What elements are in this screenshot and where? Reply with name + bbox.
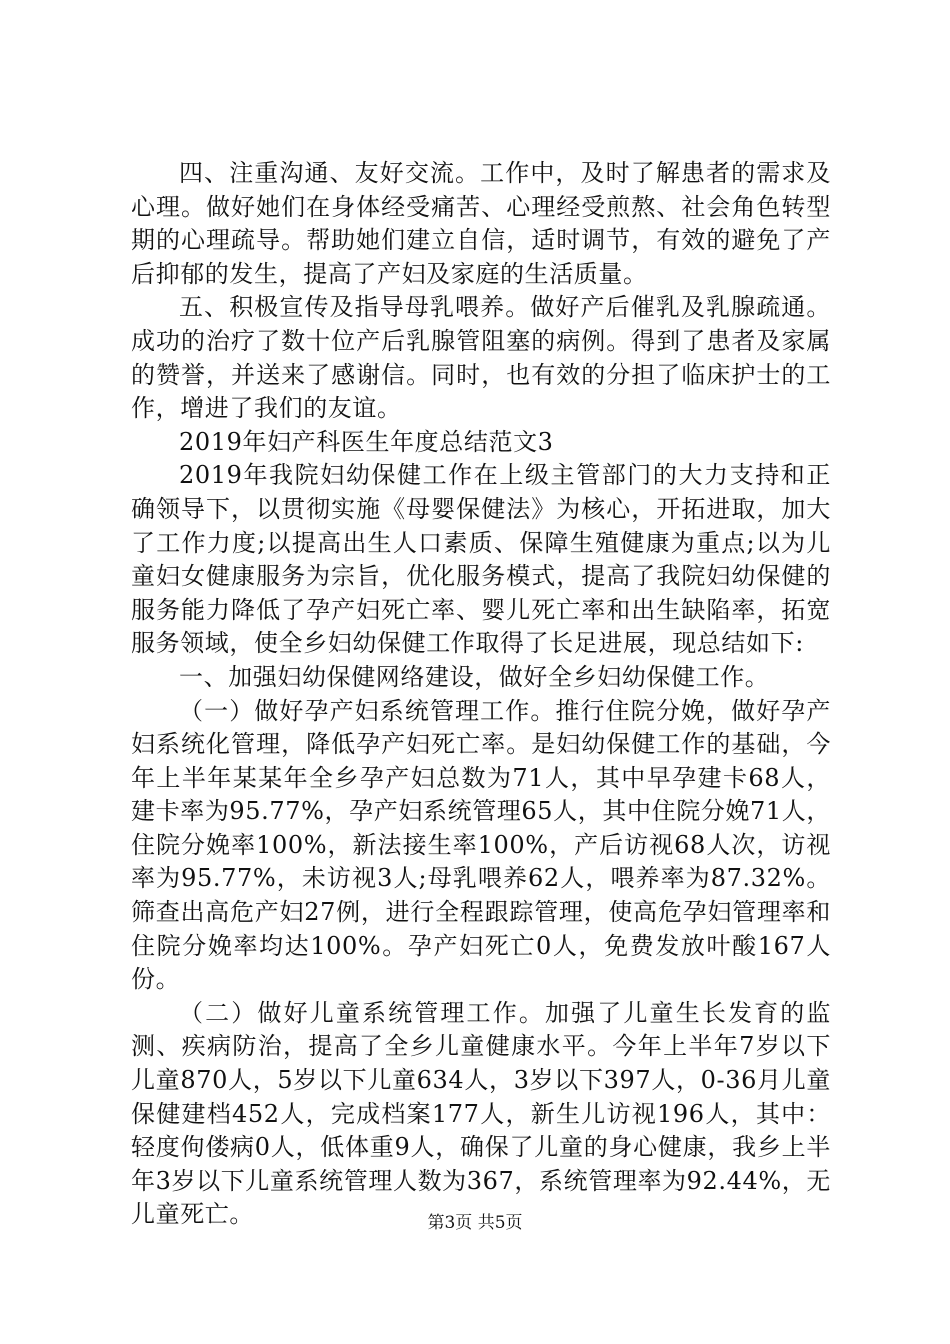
- paragraph-maternal-management: （一）做好孕产妇系统管理工作。推行住院分娩，做好孕产妇系统化管理，降低孕产妇死亡率。是妇幼保健工作的基础，今年上半年某某年全乡孕产妇总数为71人，其中早孕建卡68人，建卡率为95.77%，孕产妇系统管理65人，其中住院分娩71人，住院分娩率100%，新法接生率100%，产后访视68人次，访视率为95.77%，未访视3人;母乳喂养62人，喂养率为87.32%。筛查出高危产妇27例，进行全程跟踪管理，使高危孕妇管理率和住院分娩率均达100%。孕产妇死亡0人，免费发放叶酸167人份。: [131, 696, 831, 994]
- paragraph-overview: 2019年我院妇幼保健工作在上级主管部门的大力支持和正确领导下，以贯彻实施《母婴保健法》为核心，开拓进取，加大了工作力度;以提高出生人口素质、保障生殖健康为重点;以为儿童妇女健康服务为宗旨，优化服务模式，提高了我院妇幼保健的服务能力降低了孕产妇死亡率、婴儿死亡率和出生缺陷率，拓宽服务领域，使全乡妇幼保健工作取得了长足进展，现总结如下:: [131, 461, 831, 658]
- paragraph-network-heading: 一、加强妇幼保健网络建设，做好全乡妇幼保健工作。: [179, 662, 770, 691]
- page-footer: 第3页 共5页: [427, 1213, 523, 1233]
- document-body: [131, 157, 831, 1232]
- section-title: 2019年妇产科医生年度总结范文3: [179, 427, 554, 456]
- paragraph-child-management: （二）做好儿童系统管理工作。加强了儿童生长发育的监测、疾病防治，提高了全乡儿童健康水平。今年上半年7岁以下儿童870人，5岁以下儿童634人，3岁以下397人，0-36月儿童保健建档452人，完成档案177人，新生儿访视196人，其中：轻度佝偻病0人，低体重9人，确保了儿童的身心健康，我乡上半年3岁以下儿童系统管理人数为367，系统管理率为92.44%，无儿童死亡。: [131, 998, 831, 1229]
- paragraph-breastfeeding: 五、积极宣传及指导母乳喂养。做好产后催乳及乳腺疏通。成功的治疗了数十位产后乳腺管阻塞的病例。得到了患者及家属的赞誉，并送来了感谢信。同时，也有效的分担了临床护士的工作，增进了我们的友谊。: [131, 293, 831, 423]
- paragraph-communication: 四、注重沟通、友好交流。工作中，及时了解患者的需求及心理。做好她们在身体经受痛苦、心理经受煎熬、社会角色转型期的心理疏导。帮助她们建立自信，适时调节，有效的避免了产后抑郁的发生，提高了产妇及家庭的生活质量。: [131, 159, 831, 288]
